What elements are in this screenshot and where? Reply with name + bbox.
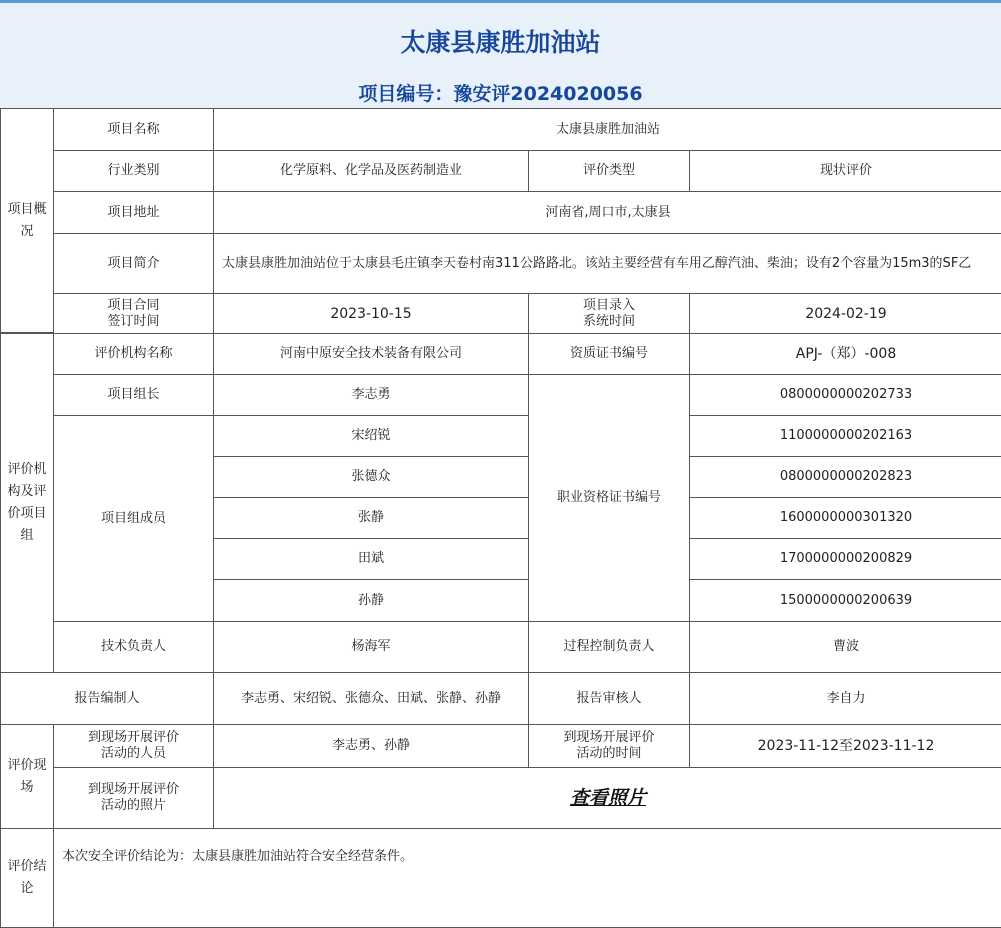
industry-label: 行业类别 [53,150,214,192]
process-lead-value: 曹波 [689,621,1001,673]
site-photo-label: 到现场开展评价 活动的照片 [53,767,214,829]
site-time-value: 2023-11-12至2023-11-12 [689,724,1001,768]
person-name: 李志勇 [213,374,529,416]
entry-date-value: 2024-02-19 [689,293,1001,334]
view-photos-link[interactable]: 查看照片 [569,787,646,809]
eval-type-value: 现状评价 [689,150,1001,192]
person-name: 张德众 [213,456,529,498]
person-cert: 0800000000202733 [689,374,1001,416]
person-cert: 0800000000202823 [689,456,1001,498]
address-value: 河南省,周口市,太康县 [213,191,1001,234]
org-label: 评价机构名称 [53,333,214,375]
person-cert: 1600000000301320 [689,497,1001,539]
eval-type-label: 评价类型 [528,150,690,192]
person-name: 张静 [213,497,529,539]
report-reviewer-value: 李自力 [689,672,1001,725]
leader-label: 项目组长 [53,374,214,416]
address-label: 项目地址 [53,191,214,234]
industry-value: 化学原料、化学品及医药制造业 [213,150,529,192]
section-site-label: 评价现场 [0,724,54,829]
org-value: 河南中原安全技术装备有限公司 [213,333,529,375]
contract-date-value: 2023-10-15 [213,293,529,334]
report-author-value: 李志勇、宋绍锐、张德众、田斌、张静、孙静 [213,672,529,725]
person-name: 宋绍锐 [213,415,529,457]
project-number: 项目编号：豫安评2024020056 [358,83,643,105]
conclusion-text: 本次安全评价结论为：太康县康胜加油站符合安全经营条件。 [53,828,1001,928]
report-reviewer-label: 报告审核人 [528,672,690,725]
page-title: 太康县康胜加油站 [400,28,601,57]
section-overview-label: 项目概况 [0,108,54,333]
qualification-label: 职业资格证书编号 [528,374,690,622]
report-author-label: 报告编制人 [0,672,214,725]
intro-value: 太康县康胜加油站位于太康县毛庄镇李天卷村南311公路路北。该站主要经营有车用乙醇汽油、柴油；设有2个容量为15m3的SF乙 [213,233,1001,294]
site-staff-value: 李志勇、孙静 [213,724,529,768]
entry-date-label: 项目录入 系统时间 [528,293,690,334]
person-cert: 1100000000202163 [689,415,1001,457]
person-name: 孙静 [213,579,529,622]
tech-lead-label: 技术负责人 [53,621,214,673]
person-cert: 1700000000200829 [689,538,1001,580]
project-name-label: 项目名称 [53,108,214,151]
members-label: 项目组成员 [53,415,214,622]
site-photo-cell [213,767,1001,829]
person-name: 田斌 [213,538,529,580]
cert-value: APJ-（郑）-008 [689,333,1001,375]
page-header [0,0,1001,108]
cert-label: 资质证书编号 [528,333,690,375]
project-name-value: 太康县康胜加油站 [213,108,1001,151]
section-conclusion-label: 评价结论 [0,828,54,928]
contract-date-label: 项目合同 签订时间 [53,293,214,334]
site-time-label: 到现场开展评价 活动的时间 [528,724,690,768]
tech-lead-value: 杨海军 [213,621,529,673]
site-staff-label: 到现场开展评价 活动的人员 [53,724,214,768]
process-lead-label: 过程控制负责人 [528,621,690,673]
intro-label: 项目简介 [53,233,214,294]
section-agency-label: 评价机构及评价项目组 [0,333,54,673]
person-cert: 1500000000200639 [689,579,1001,622]
